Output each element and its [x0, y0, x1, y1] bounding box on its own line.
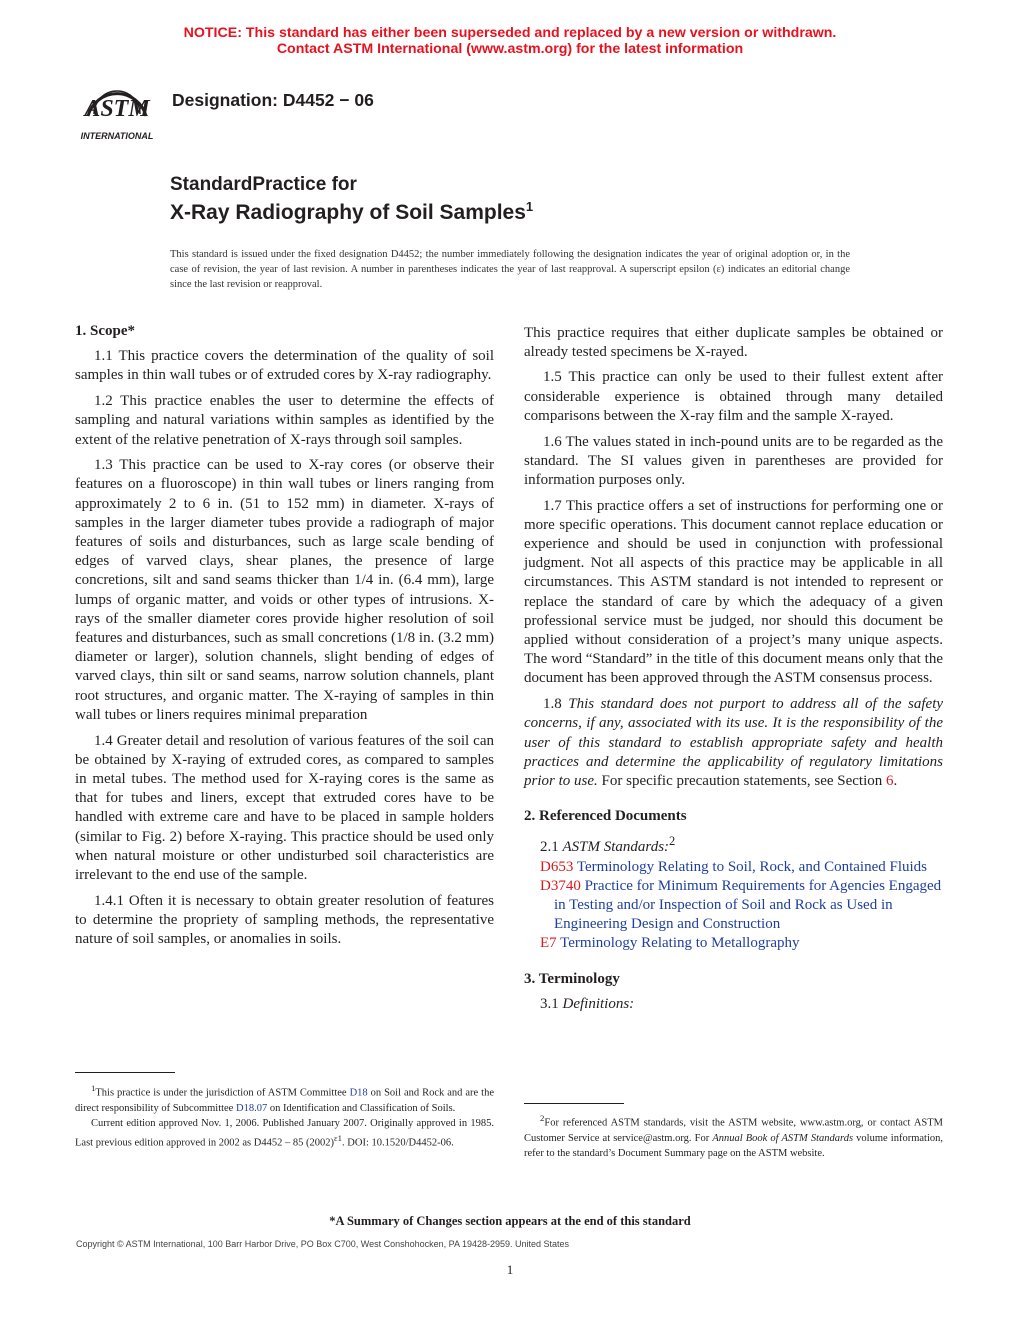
- issuance-statement: This standard is issued under the fixed designation D4452; the number immediately following the designation indicates the year of original adoption or, in the case of revision, the year of last revision. A number in parentheses indicates the year of last reapproval. A superscript epsilon (ε) indicates an editorial change since the last revision or reapproval.: [170, 249, 850, 290]
- committee-d18-link[interactable]: D18: [349, 1087, 368, 1099]
- footnote-1: $^1$This practice is under the jurisdiction of ASTM Committee D18 on Soil and Rock and are the direct responsibility of Subcommittee D18.07 on Identification and Classification of Soils. Current edition approved Nov. 1, 2006. Published January 2007. Originally approved in 1985. Last previous edition approved in 2002 as D4452 – 85 $(2002)^{\varepsilon 1}$. DOI: 10.1520/D4452-06.: [75, 1083, 494, 1148]
- designation: Designation: D4452 − 06: [172, 90, 374, 110]
- section-1-2: 1.2 This practice enables the user to determine the effects of sampling and natural variations within samples as identified by the extent of the relative penetration of X-rays through soil samples.: [75, 393, 494, 448]
- notice-line-1: NOTICE: This standard has either been superseded and replaced by a new version or withdrawn.: [183, 25, 837, 41]
- summary-of-changes-note: *A Summary of Changes section appears at the end of this standard: [329, 1214, 691, 1228]
- section-1-7: 1.7 This practice offers a set of instructions for performing one or more specific operations. This document cannot replace education or experience and should be used in conjunction with professional judgment. Not all aspects of this practice may be applicable in all circumstances. This ASTM standard is not intended to represent or replace the standard of care by which the adequacy of a given professional service must be judged, nor should this document be applied without consideration of a project’s many unique aspects. The word “Standard” in the title of this document means only that the document has been approved through the ASTM consensus process.: [524, 497, 943, 687]
- footnote-2-mark: 2: [540, 1113, 545, 1123]
- footnote-1-mark: 1: [91, 1083, 96, 1093]
- reference-title[interactable]: Practice for Minimum Requirements for Agencies Engaged in Testing and/or Inspection of Soil and Rock as Used in Engineering Design and Construction: [554, 877, 942, 933]
- footnote-2-rule: [524, 1103, 624, 1104]
- section-2-1: 2.1 ASTM Standards:$^2$: [540, 834, 676, 856]
- right-column: [524, 324, 943, 1021]
- section-1-3: 1.3 This practice can be used to X-ray cores (or observe their features on a fluoroscope) in thin wall tubes or liners ranging from approximately 2 to 6 in. (51 to 152 mm) in diameter. X-rays of samples in the larger diameter tubes provide a radiograph of major features of soils and disturbances, such as large scale bending of edges of varved clays, shear planes, the presence of large concretions, silt and sand seams thicker than 1/4 in. (6.4 mm), large lumps of organic matter, and voids or other types of intrusions. X-rays of the smaller diameter cores provide higher resolution of soil features and disturbances, such as small concretions (1/8 in. (3.2 mm) diameter or larger), solution channels, slight bending of edges of varved clays, thin silt or sand seams, narrow solution channels, plant root structures, and organic matter. The X-raying of samples in thin wall tubes or liners requires minimal preparation: [75, 457, 494, 723]
- title-text: X-Ray Radiography of Soil Samples: [170, 201, 526, 224]
- logo-letters: ASTM: [84, 96, 150, 122]
- reference-e7[interactable]: [524, 934, 943, 953]
- reference-d653[interactable]: [524, 858, 943, 877]
- title-footnote-mark: 1: [525, 199, 534, 214]
- section-6-link[interactable]: 6: [886, 772, 894, 789]
- footnote-1-rule: [75, 1072, 175, 1073]
- document-title: [170, 199, 533, 225]
- section-3-1: 3.1 Definitions:: [540, 995, 635, 1012]
- edition-note: Current edition approved Nov. 1, 2006. Published January 2007. Originally approved in 1985. Last previous edition approved in 2002 as D4452 – 85 (2002): [75, 1117, 494, 1148]
- astm-logo: [74, 76, 160, 144]
- subcommittee-d18-07-link[interactable]: D18.07: [235, 1102, 268, 1114]
- section-1-8: 1.8 This standard does not purport to address all of the safety concerns, if any, associated with its use. It is the responsibility of the user of this standard to establish appropriate safety and health practices and determine the applicability of regulatory limitations prior to use. For specific precaution statements, see Section 6.: [524, 696, 944, 789]
- title-prefix: StandardPractice for: [170, 174, 357, 195]
- reference-code[interactable]: D653: [540, 858, 574, 875]
- section-1-4: 1.4 Greater detail and resolution of various features of the soil can be obtained by X-raying of extruded cores, as compared to samples in metal tubes. The method used for X-raying cores is the same as that for tubes and liners, except that extruded cores have to be handled with extreme care and have to be placed in sample holders (similar to Fig. 2) before X-raying. This practice should be used only when natural moisture or other undisturbed soil characteristics are irrelevant to the end use of the sample.: [75, 732, 494, 883]
- footnote-2: $^2$For referenced ASTM standards, visit the ASTM website, www.astm.org, or contact ASTM Customer Service at service@astm.org. For Annual Book of ASTM Standards volume information, refer to the standard’s Document Summary page on the ASTM website.: [524, 1113, 943, 1159]
- reference-d3740[interactable]: [524, 877, 943, 935]
- section-1-4-1: 1.4.1 Often it is necessary to obtain greater resolution of features to determine the propriety of sampling methods, the representative nature of soil samples, or anomalies in soils.: [75, 892, 494, 948]
- left-column: [75, 322, 494, 956]
- section-1-6: 1.6 The values stated in inch-pound units are to be regarded as the standard. The SI values given in parentheses are provided for information purposes only.: [524, 433, 943, 488]
- reference-title[interactable]: Terminology Relating to Metallography: [560, 935, 800, 952]
- section-1-1: 1.1 This practice covers the determination of the quality of soil samples in thin wall tubes or of extruded cores by X-ray radiography.: [75, 348, 494, 384]
- withdrawal-notice: [0, 26, 1020, 57]
- page-number: 1: [506, 1262, 514, 1277]
- scope-heading: 1. Scope*: [75, 323, 135, 339]
- logo-caption: INTERNATIONAL: [80, 131, 154, 141]
- reference-code[interactable]: D3740: [540, 877, 581, 894]
- section-1-5: 1.5 This practice can only be used to their fullest extent after considerable experience is obtained through many detailed comparisons between the X-ray film and the sample X-rayed.: [524, 369, 943, 424]
- terminology-heading: 3. Terminology: [524, 970, 620, 987]
- copyright-line: Copyright © ASTM International, 100 Barr Harbor Drive, PO Box C700, West Conshohocken, PA 19428-2959. United States: [76, 1239, 570, 1249]
- referenced-documents-heading: 2. Referenced Documents: [524, 808, 687, 825]
- notice-line-2: Contact ASTM International (www.astm.org) for the latest information: [276, 40, 744, 57]
- reference-code[interactable]: E7: [540, 935, 557, 952]
- reference-title[interactable]: Terminology Relating to Soil, Rock, and Contained Fluids: [576, 858, 928, 875]
- section-1-4-1-continued: This practice requires that either duplicate samples be obtained or already tested specimens be X-rayed.: [524, 325, 943, 361]
